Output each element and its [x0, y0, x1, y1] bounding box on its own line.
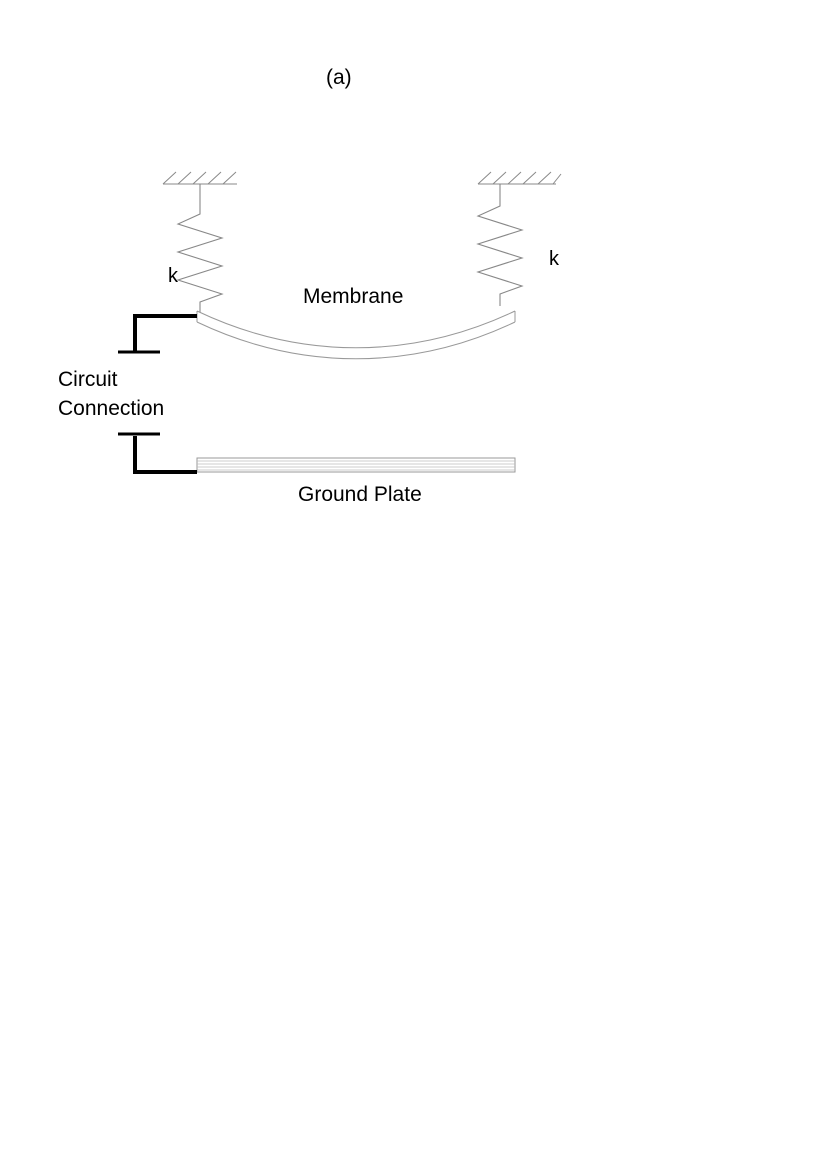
- circuit-connection-label-line1: Circuit: [58, 368, 118, 391]
- membrane-shape: [197, 311, 515, 359]
- spring-constant-right-label: k: [549, 248, 559, 270]
- panel-label: (a): [326, 66, 352, 89]
- circuit-wire-bottom: [118, 434, 197, 472]
- circuit-connection-label: [58, 365, 164, 423]
- fixed-support-right-icon: [478, 172, 561, 184]
- spring-left-icon: [178, 184, 222, 312]
- spring-constant-left-label: k: [168, 265, 178, 287]
- circuit-wire-top: [118, 316, 197, 352]
- ground-plate-shape: [197, 458, 515, 472]
- ground-plate-label: Ground Plate: [298, 483, 422, 506]
- membrane-label: Membrane: [303, 285, 404, 308]
- circuit-connection-label-line2: Connection: [58, 397, 165, 420]
- spring-right-icon: [478, 184, 522, 306]
- fixed-support-left-icon: [163, 172, 237, 184]
